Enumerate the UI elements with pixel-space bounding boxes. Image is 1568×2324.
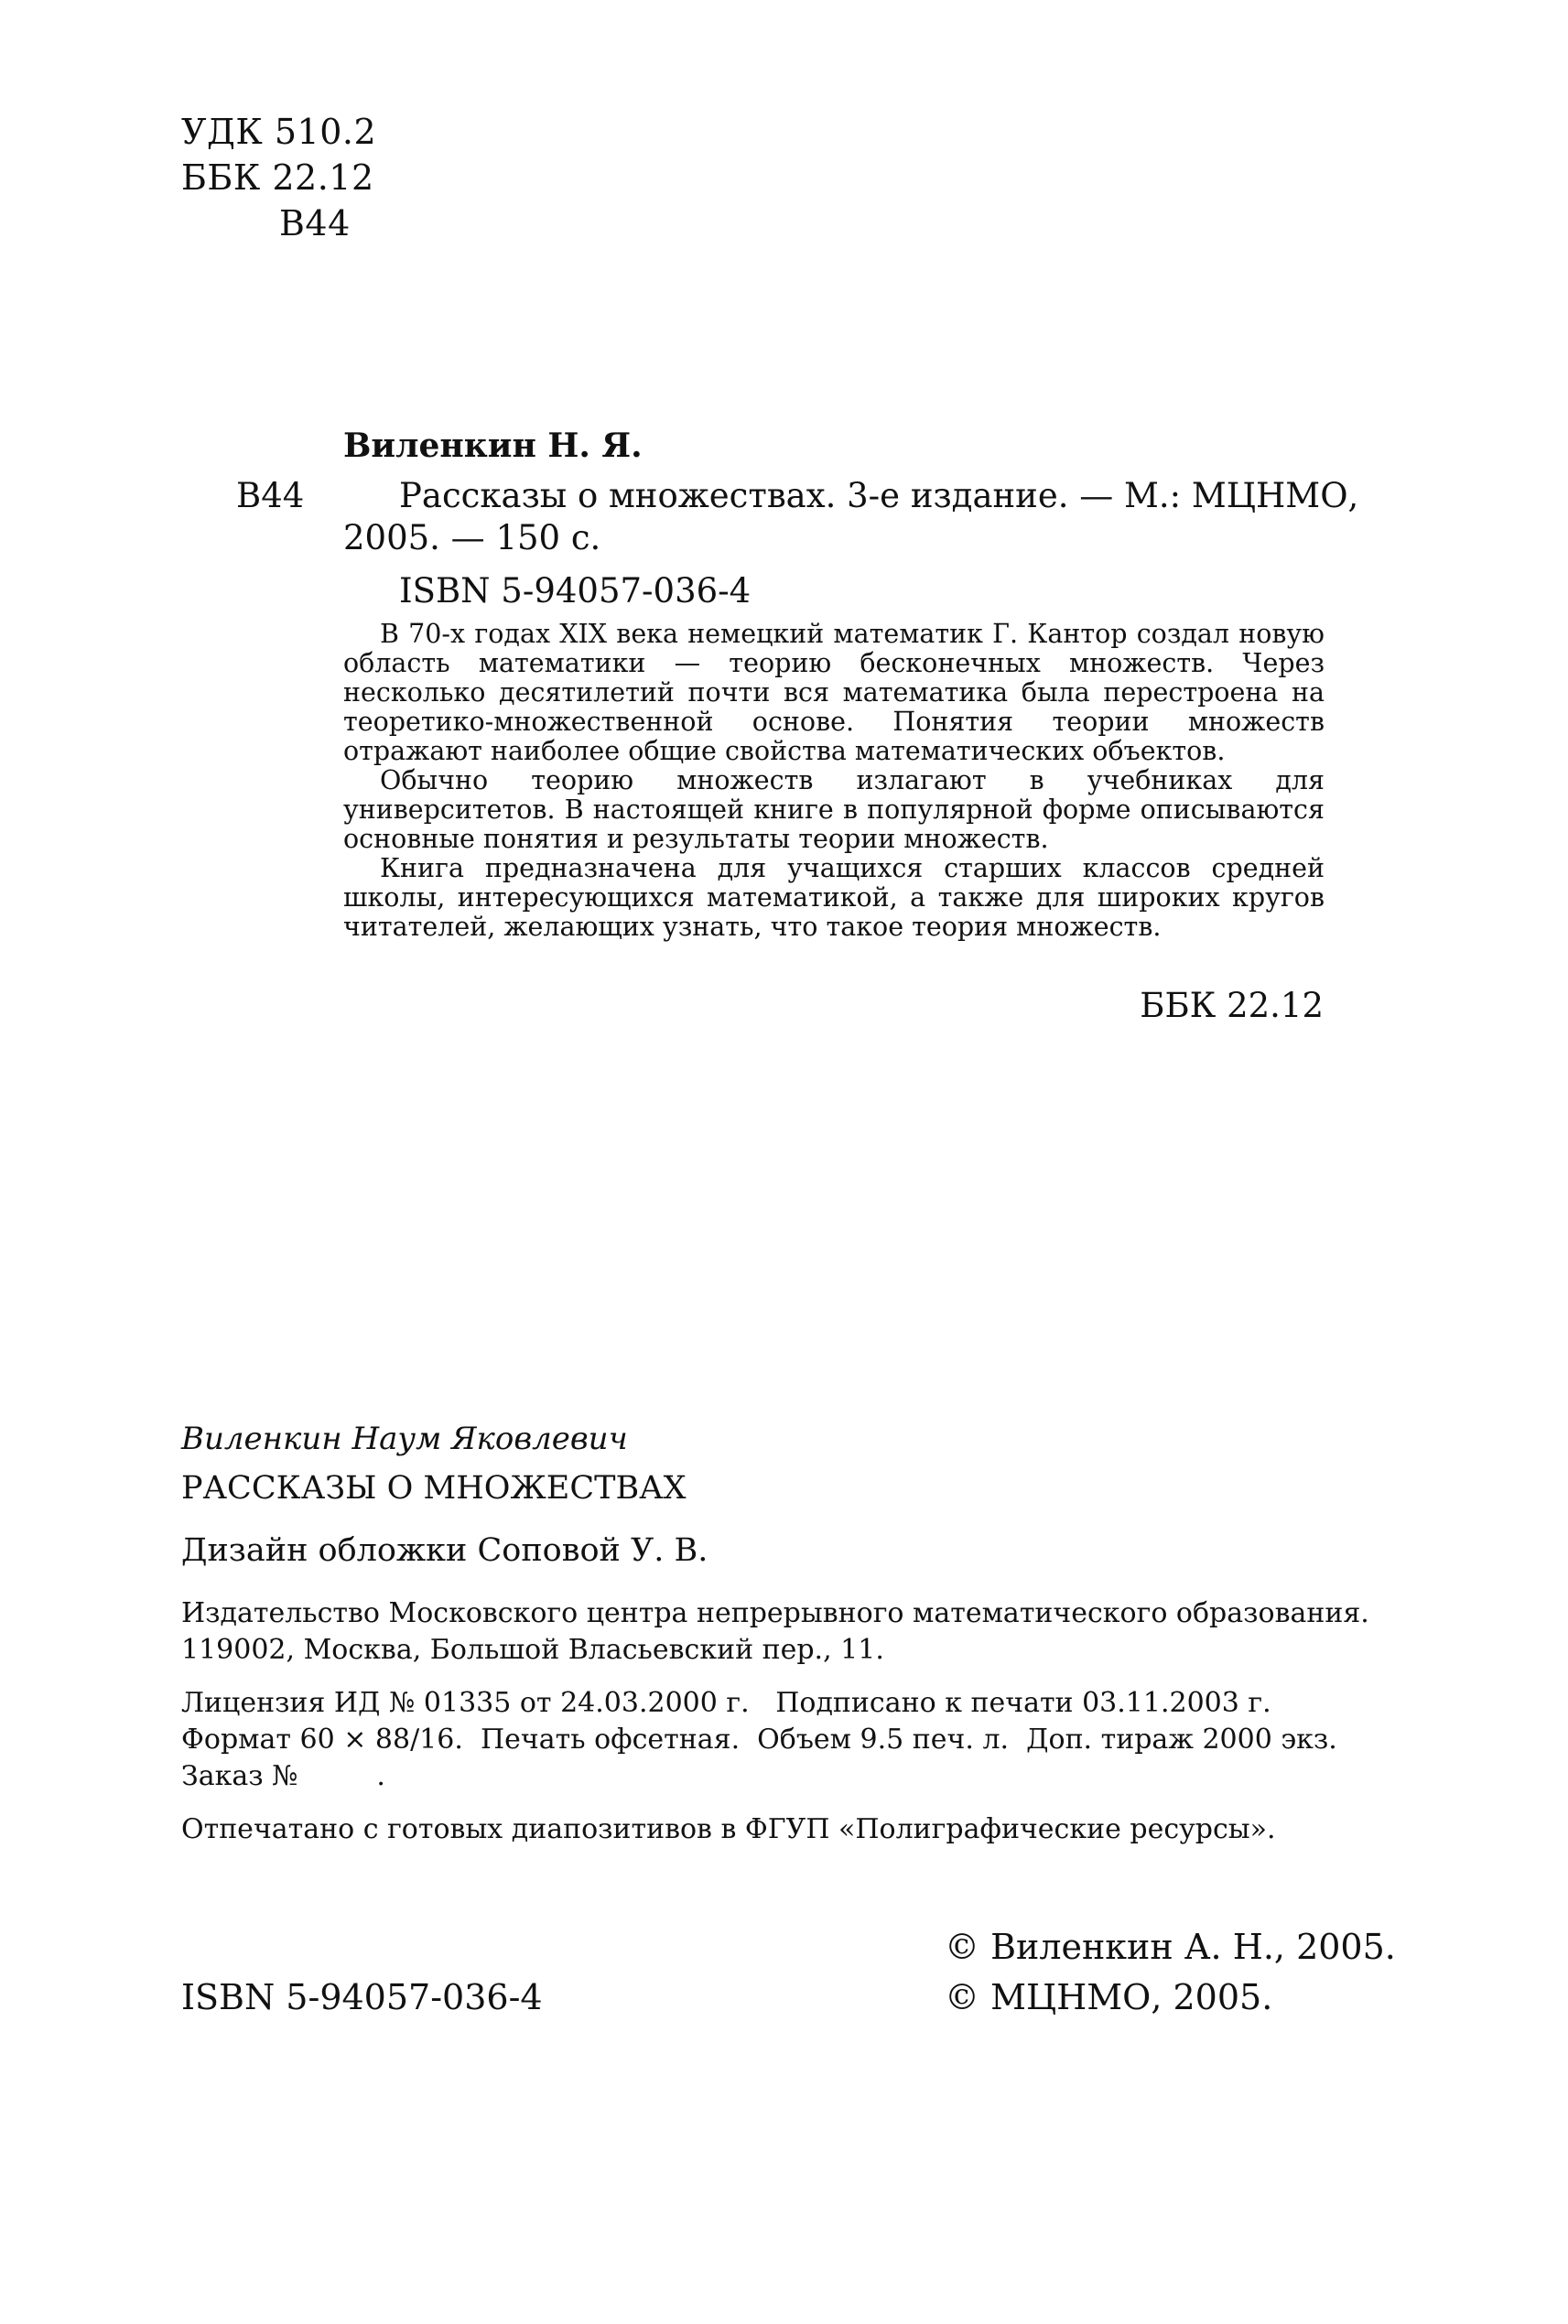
card-title-line2: 2005. — 150 с.: [343, 518, 601, 557]
colophon-title: РАССКАЗЫ О МНОЖЕСТВАХ: [181, 1470, 687, 1507]
abstract-paragraph: В 70-х годах XIX века немецкий математик Г. Кантор создал новую область математики — теорию бесконечных множеств. Через несколько десятилетий почти вся математика была перестроена на теоретико-множественной основе. Понятия теории множеств отражают наиболее общие свойства математических объектов.: [343, 619, 1325, 766]
author-mark: В44: [279, 203, 351, 243]
card-bbk-footer: ББК 22.12: [1140, 986, 1324, 1025]
card-title-line1: Рассказы о множествах. 3-е издание. — М.: МЦНМО,: [399, 476, 1359, 515]
card-author: Виленкин Н. Я.: [343, 427, 643, 465]
copyright-publisher: © МЦНМО, 2005.: [945, 1977, 1273, 2017]
abstract-paragraph: Обычно теорию множеств излагают в учебниках для университетов. В настоящей книге в популярной форме описываются основные понятия и результаты теории множеств.: [343, 765, 1325, 854]
colophon-license-line1: Лицензия ИД № 01335 от 24.03.2000 г. Подписано к печати 03.11.2003 г.: [181, 1687, 1271, 1719]
copyright-author: © Виленкин А. Н., 2005.: [945, 1927, 1396, 1967]
colophon-cover-design: Дизайн обложки Соповой У. В.: [181, 1532, 708, 1569]
colophon-isbn: ISBN 5-94057-036-4: [181, 1977, 543, 2017]
colophon-license-line2: Формат 60 × 88/16. Печать офсетная. Объем 9.5 печ. л. Доп. тираж 2000 экз.: [181, 1724, 1337, 1756]
card-abstract: [343, 620, 1325, 942]
bbk-index: ББК 22.12: [181, 157, 374, 198]
colophon-publisher-line1: Издательство Московского центра непрерывного математического образования.: [181, 1597, 1369, 1629]
card-author-mark: В44: [236, 476, 305, 515]
colophon-publisher-line2: 119002, Москва, Большой Власьевский пер., 11.: [181, 1634, 884, 1666]
abstract-paragraph: Книга предназначена для учащихся старших классов средней школы, интересующихся математикой, а также для широких кругов читателей, желающих узнать, что такое теория множеств.: [343, 853, 1325, 942]
card-isbn: ISBN 5-94057-036-4: [399, 571, 752, 611]
colophon-author: Виленкин Наум Яковлевич: [181, 1421, 628, 1457]
colophon-order-line: Заказ № .: [181, 1760, 385, 1792]
udk-index: УДК 510.2: [181, 112, 377, 152]
colophon-printed-by: Отпечатано с готовых диапозитивов в ФГУП «Полиграфические ресурсы».: [181, 1813, 1276, 1845]
